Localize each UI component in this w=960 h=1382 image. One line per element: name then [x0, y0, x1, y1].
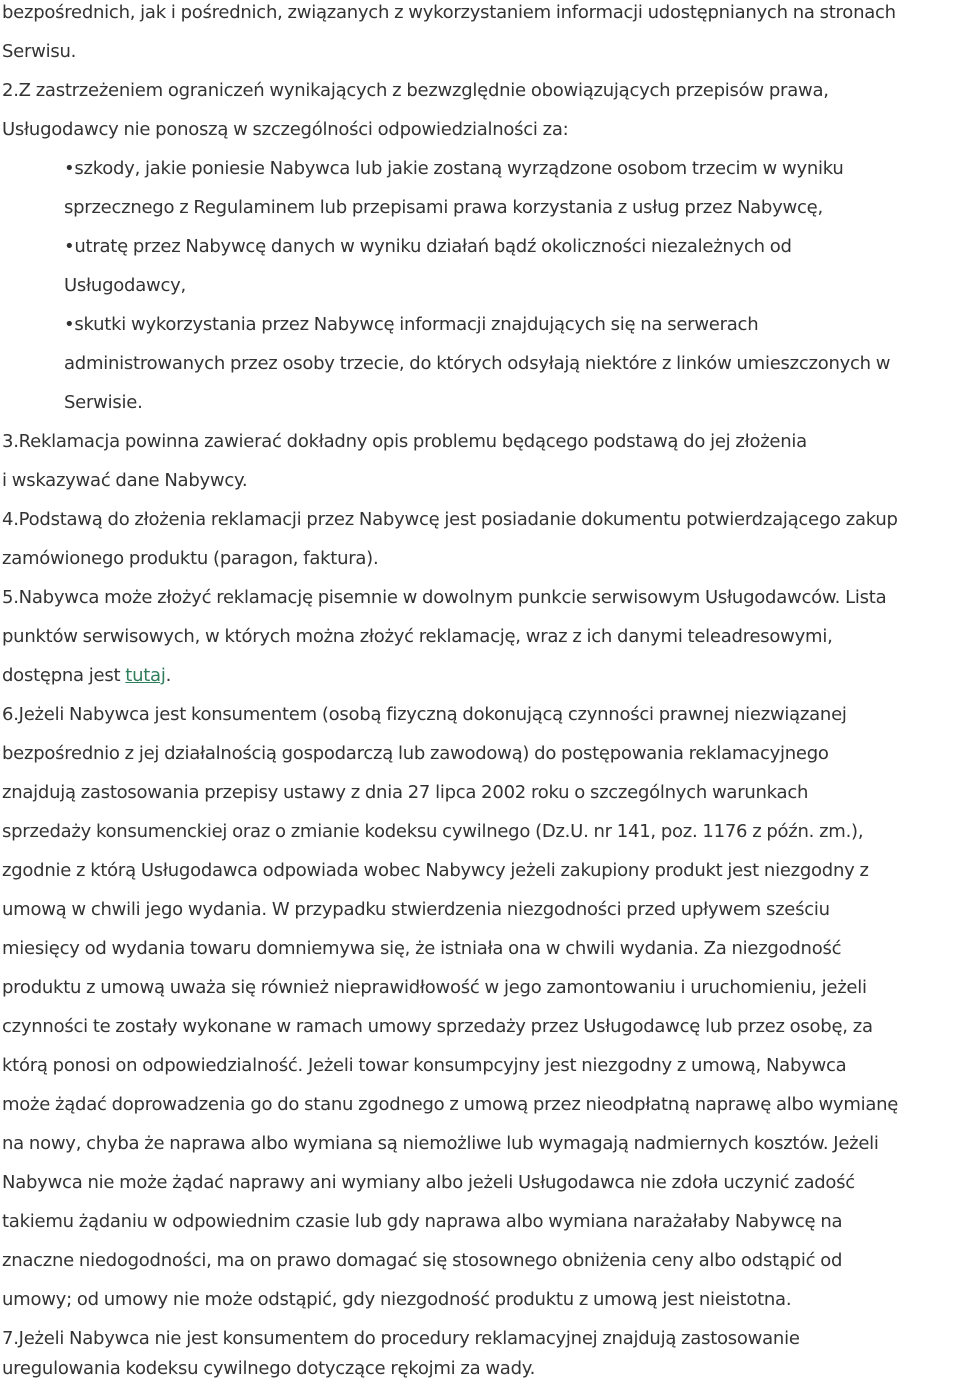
- text-line: [2, 663, 171, 689]
- text-line: może żądać doprowadzenia go do stanu zgodnego z umową przez nieodpłatną naprawę albo wymianę: [2, 1094, 899, 1115]
- text-line: bezpośrednich, jak i pośrednich, związanych z wykorzystaniem informacji udostępnianych na stronach: [2, 2, 896, 23]
- text-line: Usługodawcy nie ponoszą w szczególności odpowiedzialności za:: [2, 119, 569, 140]
- text-line: Serwisie.: [64, 392, 143, 413]
- text-line: czynności te zostały wykonane w ramach umowy sprzedaży przez Usługodawcę lub przez osobę, za: [2, 1016, 873, 1037]
- text-line: 2.Z zastrzeżeniem ograniczeń wynikających z bezwzględnie obowiązujących przepisów prawa,: [2, 80, 829, 101]
- text-line: i wskazywać dane Nabywcy.: [2, 470, 248, 491]
- text-line: 6.Jeżeli Nabywca jest konsumentem (osobą fizyczną dokonującą czynności prawnej niezwiązanej: [2, 704, 847, 725]
- service-points-link[interactable]: tutaj: [125, 665, 166, 686]
- text-line: bezpośrednio z jej działalnością gospodarczą lub zawodową) do postępowania reklamacyjnego: [2, 743, 829, 764]
- bullet-item: •skutki wykorzystania przez Nabywcę informacji znajdujących się na serwerach: [64, 314, 759, 335]
- text-line: 5.Nabywca może złożyć reklamację pisemnie w dowolnym punkcie serwisowym Usługodawców. Lista: [2, 587, 887, 608]
- text-line: Serwisu.: [2, 41, 77, 62]
- text-line: miesięcy od wydania towaru domniemywa się, że istniała ona w chwili wydania. Za niezgodność: [2, 938, 842, 959]
- text-segment: .: [165, 665, 172, 686]
- text-line: znaczne niedogodności, ma on prawo domagać się stosownego obniżenia ceny albo odstąpić od: [2, 1250, 843, 1271]
- text-line: Nabywca nie może żądać naprawy ani wymiany albo jeżeli Usługodawca nie zdoła uczynić zadość: [2, 1172, 855, 1193]
- text-line: 7.Jeżeli Nabywca nie jest konsumentem do procedury reklamacyjnej znajdują zastosowanie: [2, 1328, 800, 1349]
- text-line: zamówionego produktu (paragon, faktura).: [2, 548, 379, 569]
- text-line: punktów serwisowych, w których można złożyć reklamację, wraz z ich danymi teleadresowymi,: [2, 626, 833, 647]
- text-line: zgodnie z którą Usługodawca odpowiada wobec Nabywcy jeżeli zakupiony produkt jest niezgodny z: [2, 860, 869, 881]
- text-line: którą ponosi on odpowiedzialność. Jeżeli towar konsumpcyjny jest niezgodny z umową, Nabywca: [2, 1055, 847, 1076]
- bullet-item: •utratę przez Nabywcę danych w wyniku działań bądź okoliczności niezależnych od: [64, 236, 792, 257]
- text-line: sprzedaży konsumenckiej oraz o zmianie kodeksu cywilnego (Dz.U. nr 141, poz. 1176 z późn. zm.),: [2, 821, 864, 842]
- text-line: na nowy, chyba że naprawa albo wymiana są niemożliwe lub wymagają nadmiernych kosztów. Jeżeli: [2, 1133, 879, 1154]
- text-line: produktu z umową uważa się również nieprawidłowość w jego zamontowaniu i uruchomieniu, jeżeli: [2, 977, 867, 998]
- text-line: sprzecznego z Regulaminem lub przepisami prawa korzystania z usług przez Nabywcę,: [64, 197, 823, 218]
- bullet-item: •szkody, jakie poniesie Nabywca lub jakie zostaną wyrządzone osobom trzecim w wyniku: [64, 158, 844, 179]
- text-line: umową w chwili jego wydania. W przypadku stwierdzenia niezgodności przed upływem sześciu: [2, 899, 830, 920]
- text-line: 3.Reklamacja powinna zawierać dokładny opis problemu będącego podstawą do jej złożenia: [2, 431, 807, 452]
- text-line: 4.Podstawą do złożenia reklamacji przez Nabywcę jest posiadanie dokumentu potwierdzającego zakup: [2, 509, 898, 530]
- text-line: administrowanych przez osoby trzecie, do których odsyłają niektóre z linków umieszczonych w: [64, 353, 891, 374]
- text-line: znajdują zastosowania przepisy ustawy z dnia 27 lipca 2002 roku o szczególnych warunkach: [2, 782, 809, 803]
- text-line: umowy; od umowy nie może odstąpić, gdy niezgodność produktu z umową jest nieistotna.: [2, 1289, 792, 1310]
- text-line: takiemu żądaniu w odpowiednim czasie lub gdy naprawa albo wymiana narażałaby Nabywcę na: [2, 1211, 843, 1232]
- text-line: uregulowania kodeksu cywilnego dotyczące rękojmi za wady.: [2, 1358, 536, 1379]
- text-segment: dostępna jest: [2, 665, 126, 686]
- text-line: Usługodawcy,: [64, 275, 186, 296]
